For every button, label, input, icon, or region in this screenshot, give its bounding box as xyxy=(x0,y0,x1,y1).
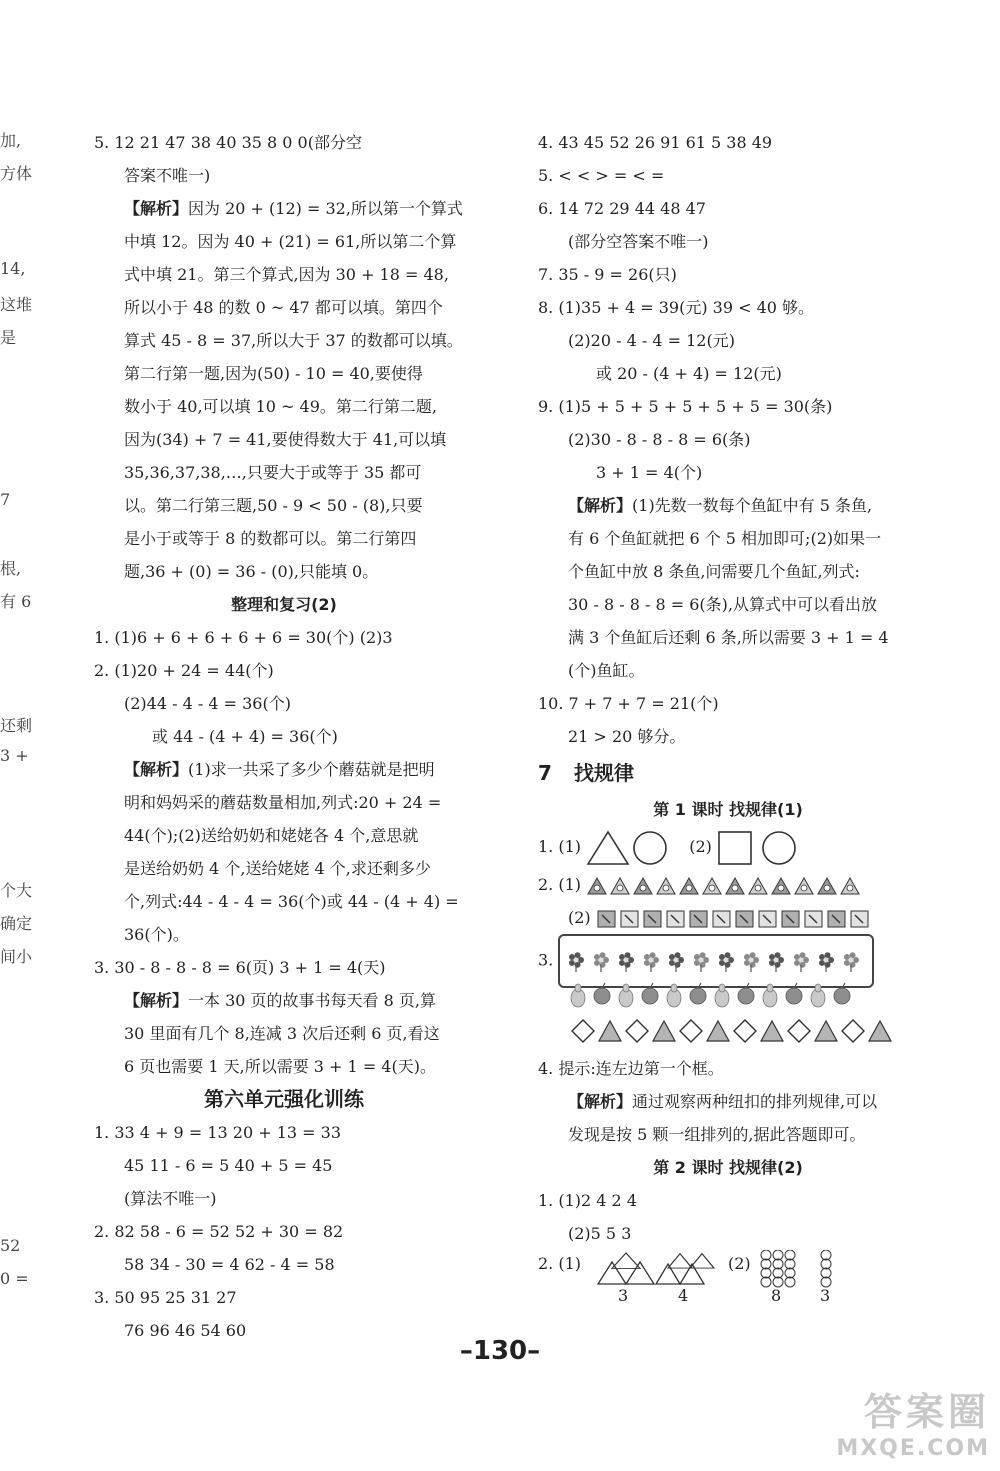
pattern-fruit xyxy=(594,983,610,1004)
pattern-fruit xyxy=(619,984,633,1007)
answer-line: 21 > 20 够分。 xyxy=(568,727,686,746)
unit-title: 找规律 xyxy=(574,761,634,785)
answer-line: (部分空答案不唯一) xyxy=(568,232,709,251)
pattern-square xyxy=(805,911,822,927)
left-column xyxy=(94,126,474,1347)
explanation-line: 发现是按 5 颗一组排列的,据此答题即可。 xyxy=(568,1125,866,1144)
answer-line: (算法不唯一) xyxy=(124,1189,217,1208)
watermark-logo xyxy=(836,1381,990,1461)
unit-heading xyxy=(538,753,918,793)
explanation-line: 满 3 个鱼缸后还剩 6 条,所以需要 3 + 1 = 4 xyxy=(568,628,889,647)
square-shape xyxy=(719,832,751,864)
pattern-triangle xyxy=(761,1021,783,1041)
pattern-triangle xyxy=(611,878,629,894)
pattern-diamond xyxy=(734,1020,756,1042)
answer-line: (2)30 - 8 - 8 - 8 = 6(条) xyxy=(568,430,751,449)
explanation-line: 个,列式:44 - 4 - 4 = 36(个)或 44 - (4 + 4) = xyxy=(124,892,459,911)
explanation-tag: 【解析】 xyxy=(568,496,633,515)
pattern-flower xyxy=(794,952,809,972)
fragment: 还剩 xyxy=(0,716,33,735)
lesson-title: 第 2 课时 找规律(2) xyxy=(653,1158,803,1177)
explanation-text: 一本 30 页的故事书每天看 8 页,算 xyxy=(188,991,436,1010)
section-title: 第六单元强化训练 xyxy=(204,1087,364,1111)
answer-line: 4. 提示:连左边第一个框。 xyxy=(538,1059,724,1078)
explanation-line xyxy=(94,753,474,786)
explanation-line: 题,36 + (0) = 36 - (0),只能填 0。 xyxy=(124,562,379,581)
answer-line: 2. 82 58 - 6 = 52 52 + 30 = 82 xyxy=(94,1222,344,1241)
fragment: 7 xyxy=(0,490,11,509)
answer-line: 或 44 - (4 + 4) = 36(个) xyxy=(152,727,338,746)
explanation-line: 30 - 8 - 8 - 8 = 6(条),从算式中可以看出放 xyxy=(568,595,877,614)
pattern-triangle xyxy=(815,1021,837,1041)
page-number: –130– xyxy=(459,1336,541,1366)
explanation-text: (1)先数一数每个鱼缸中有 5 条鱼, xyxy=(632,496,873,515)
answer-line: 1. 33 4 + 9 = 13 20 + 13 = 33 xyxy=(94,1123,341,1142)
answer-line: 1. (1)6 + 6 + 6 + 6 + 6 = 30(个) (2)3 xyxy=(94,628,393,647)
pattern-triangle xyxy=(657,878,675,894)
answer-line: (2)5 5 3 xyxy=(568,1224,632,1243)
pattern-triangle xyxy=(599,1021,621,1041)
lesson-title: 第 1 课时 找规律(1) xyxy=(653,800,803,819)
explanation-line xyxy=(538,489,918,522)
shapes-answer-1 xyxy=(538,826,918,868)
pattern-triangle xyxy=(588,878,606,894)
explanation-line: 有 6 个鱼缸就把 6 个 5 相加即可;(2)如果一 xyxy=(568,529,882,548)
pattern-square xyxy=(667,911,684,927)
pattern-fruit xyxy=(642,983,658,1004)
explanation-tag: 【解析】 xyxy=(124,991,189,1010)
pattern-fruit xyxy=(786,983,802,1004)
explanation-tag: 【解析】 xyxy=(124,199,189,218)
fragment: 根, xyxy=(0,559,22,578)
pattern-triangle xyxy=(772,878,790,894)
answer-line: 76 96 46 54 60 xyxy=(124,1321,247,1340)
circle-shape xyxy=(763,832,795,864)
triangle-shape xyxy=(656,1264,680,1284)
triangle-shape xyxy=(612,1253,640,1268)
explanation-line: 式中填 21。第三个算式,因为 30 + 18 = 48, xyxy=(124,265,449,284)
pattern-triangle xyxy=(818,878,836,894)
explanation-line: 个鱼缸中放 8 条鱼,问需要几个鱼缸,列式: xyxy=(568,562,860,581)
explanation-line: 36(个)。 xyxy=(124,925,189,944)
triangle-shape xyxy=(626,1262,654,1284)
pattern-triangle xyxy=(653,1021,675,1041)
question-label: (2) xyxy=(568,908,591,927)
explanation-tag: 【解析】 xyxy=(124,760,189,779)
pattern-square xyxy=(828,911,845,927)
answer-line: 3 + 1 = 4(个) xyxy=(596,463,703,482)
explanation-tag: 【解析】 xyxy=(568,1092,633,1111)
pattern-square xyxy=(598,911,615,927)
answer-line: 答案不唯一) xyxy=(124,166,211,185)
fragment: 52 xyxy=(0,1236,21,1255)
question-label: 3. xyxy=(538,950,554,970)
answer-line: 3. 30 - 8 - 8 - 8 = 6(页) 3 + 1 = 4(天) xyxy=(94,958,386,977)
explanation-line: 数小于 40,可以填 10 ~ 49。第二行第二题, xyxy=(124,397,438,416)
explanation-line: (个)鱼缸。 xyxy=(568,661,645,680)
explanation-text: (1)求一共采了多少个蘑菇就是把明 xyxy=(188,760,435,779)
pattern-flower xyxy=(719,952,734,972)
pattern-answer-2a xyxy=(538,868,918,901)
pattern-fruit xyxy=(834,983,850,1004)
square-circle-answer xyxy=(717,830,801,866)
pattern-diamond xyxy=(626,1020,648,1042)
answer-line: 4. 43 45 52 26 91 61 5 38 49 xyxy=(538,133,773,152)
figure-count: 3 xyxy=(618,1286,629,1305)
figure-count: 4 xyxy=(678,1286,689,1305)
explanation-line xyxy=(538,1085,918,1118)
fragment: 0 = xyxy=(0,1269,29,1288)
pattern-flower xyxy=(594,952,609,972)
square-pattern-strip xyxy=(596,909,886,929)
answer-line: 58 34 - 30 = 4 62 - 4 = 58 xyxy=(124,1255,335,1274)
question-label: (2) xyxy=(689,837,712,856)
pattern-fruit xyxy=(667,984,681,1007)
explanation-line: 是小于或等于 8 的数都可以。第二行第四 xyxy=(124,529,417,548)
answer-line: 3. 50 95 25 31 27 xyxy=(94,1288,237,1307)
pattern-square xyxy=(782,911,799,927)
pattern-triangle xyxy=(707,1021,729,1041)
pattern-triangle xyxy=(795,878,813,894)
unit-number: 7 xyxy=(538,761,552,785)
pattern-flower xyxy=(769,952,784,972)
section-title: 整理和复习(2) xyxy=(231,595,337,614)
answer-line: (2)20 - 4 - 4 = 12(元) xyxy=(568,331,735,350)
fragment: 方体 xyxy=(0,164,33,183)
fragment: 有 6 xyxy=(0,592,32,611)
answer-line: 45 11 - 6 = 5 40 + 5 = 45 xyxy=(124,1156,333,1175)
pattern-flower xyxy=(644,952,659,972)
triangle-shape xyxy=(598,1262,626,1284)
question-label: 1. (1) xyxy=(538,837,582,856)
fragment: 是 xyxy=(0,328,17,347)
pattern-fruit xyxy=(811,984,825,1007)
answer-line: (2)44 - 4 - 4 = 36(个) xyxy=(124,694,291,713)
watermark-text: 答案圈 xyxy=(863,1390,990,1434)
pattern-fruit xyxy=(715,984,729,1007)
pattern-triangle xyxy=(841,878,859,894)
circle-shape xyxy=(634,832,666,864)
pattern-triangle xyxy=(749,878,767,894)
pattern-diamond xyxy=(788,1020,810,1042)
explanation-line: 6 页也需要 1 天,所以需要 3 + 1 = 4(天)。 xyxy=(124,1057,436,1076)
answer-line: 2. (1)20 + 24 = 44(个) xyxy=(94,661,274,680)
explanation-line: 第二行第一题,因为(50) - 10 = 40,要使得 xyxy=(124,364,423,383)
pattern-flower xyxy=(744,952,759,972)
figure-count: 8 xyxy=(771,1286,782,1305)
pattern-answer-3 xyxy=(538,934,918,980)
fragment: 加, xyxy=(0,131,22,150)
explanation-line xyxy=(94,984,474,1017)
flower-pattern-strip xyxy=(566,951,866,973)
pattern-square xyxy=(759,911,776,927)
triangle-shape xyxy=(680,1264,704,1284)
pattern-fruit xyxy=(738,983,754,1004)
fragment: 3 + xyxy=(0,746,29,765)
pattern-triangle xyxy=(869,1021,891,1041)
pattern-flower xyxy=(569,952,584,972)
pattern-square xyxy=(851,911,868,927)
pattern-triangle xyxy=(703,878,721,894)
triangle-stacks-figure xyxy=(596,1250,716,1286)
triangle-shape xyxy=(668,1254,692,1268)
pattern-answer-2b xyxy=(538,901,918,934)
answer-line: 10. 7 + 7 + 7 = 21(个) xyxy=(538,694,719,713)
explanation-line: 35,36,37,38,…,只要大于或等于 35 都可 xyxy=(124,463,422,482)
triangle-circle-answer xyxy=(586,830,672,866)
question-label: 2. (1) xyxy=(538,1254,582,1273)
answer-line: 1. (1)2 4 2 4 xyxy=(538,1191,637,1210)
figure-count: 3 xyxy=(820,1286,831,1305)
pattern-diamond xyxy=(680,1020,702,1042)
pattern-square xyxy=(621,911,638,927)
pattern-flower xyxy=(619,952,634,972)
circle-grid-figure xyxy=(756,1250,856,1288)
answer-line: 5. 12 21 47 38 40 35 8 0 0(部分空 xyxy=(94,133,362,152)
triangle-pattern-strip xyxy=(586,876,876,896)
pattern-triangle xyxy=(634,878,652,894)
explanation-line: 以。第二行第三题,50 - 9 < 50 - (8),只要 xyxy=(124,496,423,515)
explanation-line: 所以小于 48 的数 0 ~ 47 都可以填。第四个 xyxy=(124,298,443,317)
answer-line: 7. 35 - 9 = 26(只) xyxy=(538,265,677,284)
explanation-line: 明和妈妈采的蘑菇数量相加,列式:20 + 24 = xyxy=(124,793,442,812)
fragment: 确定 xyxy=(0,914,33,933)
fragment: 14, xyxy=(0,259,26,278)
explanation-line: 算式 45 - 8 = 37,所以大于 37 的数都可以填。 xyxy=(124,331,463,350)
triangle-shape xyxy=(588,832,628,864)
shape-pattern-row xyxy=(538,1016,918,1052)
pattern-flower xyxy=(844,952,859,972)
pattern-diamond xyxy=(842,1020,864,1042)
answer-line: 或 20 - (4 + 4) = 12(元) xyxy=(596,364,782,383)
explanation-line: 44(个);(2)送给奶奶和姥姥各 4 个,意思就 xyxy=(124,826,419,845)
answer-line: 6. 14 72 29 44 48 47 xyxy=(538,199,706,218)
answer-line: 5. < < > = < = xyxy=(538,166,665,185)
explanation-line: 中填 12。因为 40 + (21) = 61,所以第二个算 xyxy=(124,232,457,251)
figures-answer-2 xyxy=(538,1250,918,1310)
fruit-pattern-row xyxy=(538,980,918,1016)
explanation-line: 30 里面有几个 8,连减 3 次后还剩 6 页,看这 xyxy=(124,1024,440,1043)
question-label: (2) xyxy=(728,1254,751,1273)
answer-line: 8. (1)35 + 4 = 39(元) 39 < 40 够。 xyxy=(538,298,815,317)
pattern-fruit xyxy=(690,983,706,1004)
right-column xyxy=(538,126,918,1310)
fruit-pattern-strip xyxy=(568,980,868,1010)
pattern-fruit xyxy=(571,984,585,1007)
pattern-triangle xyxy=(680,878,698,894)
watermark-url: MXQE.COM xyxy=(836,1436,990,1461)
pattern-triangle xyxy=(726,878,744,894)
explanation-line xyxy=(94,192,474,225)
pattern-flower xyxy=(694,952,709,972)
fragment: 个大 xyxy=(0,881,33,900)
explanation-line: 是送给奶奶 4 个,送给姥姥 4 个,求还剩多少 xyxy=(124,859,431,878)
pattern-fruit xyxy=(763,984,777,1007)
answer-line: 9. (1)5 + 5 + 5 + 5 + 5 + 5 = 30(条) xyxy=(538,397,833,416)
fragment: 这堆 xyxy=(0,295,33,314)
pattern-flower xyxy=(819,952,834,972)
explanation-line: 因为(34) + 7 = 41,要使得数大于 41,可以填 xyxy=(124,430,447,449)
pattern-square xyxy=(644,911,661,927)
pattern-flower xyxy=(669,952,684,972)
question-label: 2. (1) xyxy=(538,875,582,894)
pattern-square xyxy=(736,911,753,927)
explanation-text: 通过观察两种纽扣的排列规律,可以 xyxy=(632,1092,878,1111)
diamond-triangle-pattern-strip xyxy=(568,1016,898,1046)
pattern-square xyxy=(690,911,707,927)
explanation-text: 因为 20 + (12) = 32,所以第一个算式 xyxy=(188,199,463,218)
pattern-diamond xyxy=(572,1020,594,1042)
pattern-square xyxy=(713,911,730,927)
fragment: 间小 xyxy=(0,947,33,966)
